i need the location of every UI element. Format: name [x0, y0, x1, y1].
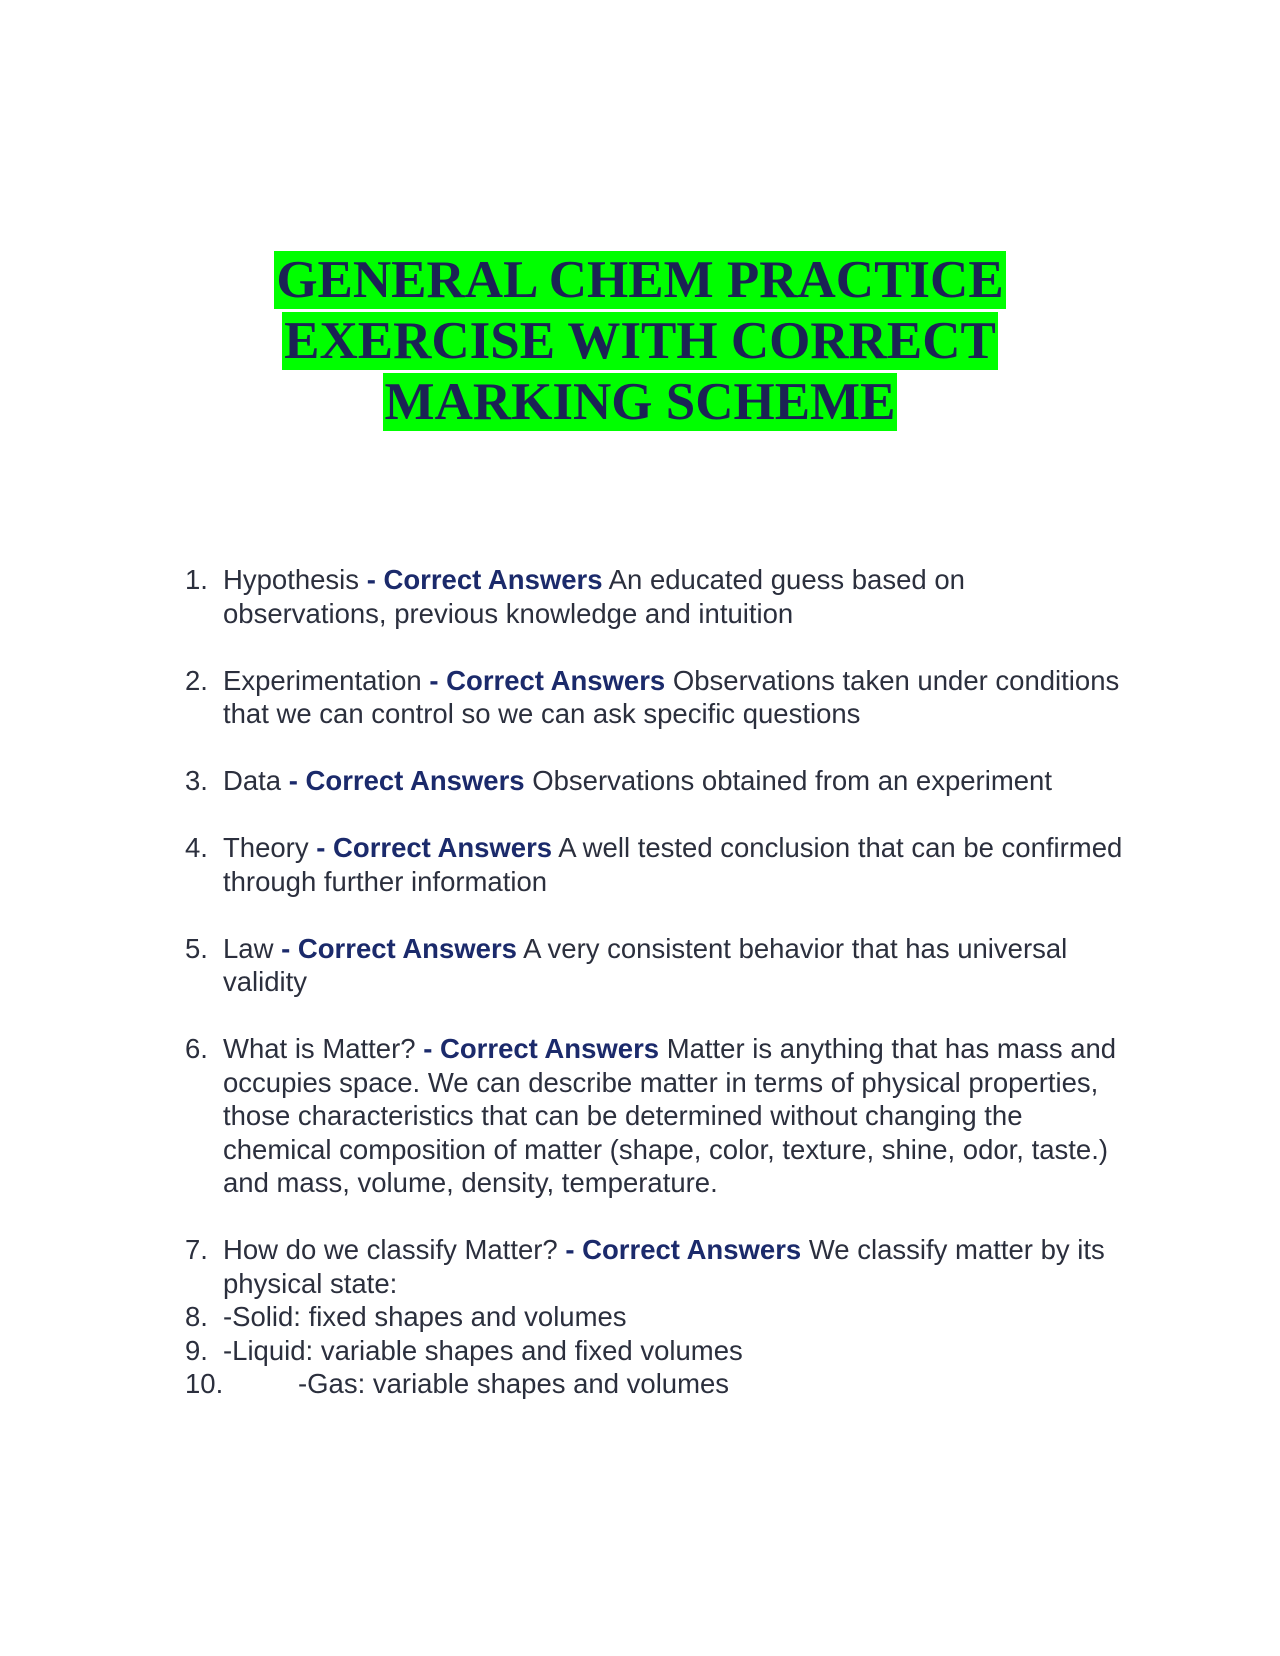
item-number: 2. — [185, 664, 208, 696]
item-number: 6. — [185, 1033, 208, 1064]
title-line-2: EXERCISE WITH CORRECT — [284, 312, 996, 370]
list-item — [185, 1032, 1125, 1200]
item-term: Hypothesis — [223, 564, 367, 595]
item-body — [223, 564, 965, 629]
list-item — [185, 932, 1125, 999]
item-number: 3. — [185, 765, 208, 796]
list-item — [185, 764, 1125, 798]
item-body — [223, 665, 1119, 730]
item-text: -Solid: fixed shapes and volumes — [223, 1301, 627, 1332]
correct-answers-marker: - Correct Answers — [316, 832, 553, 863]
list-item — [185, 563, 1125, 630]
item-body — [223, 832, 1122, 897]
title-line-3: MARKING SCHEME — [384, 373, 896, 431]
item-text: -Liquid: variable shapes and fixed volumes — [223, 1334, 743, 1366]
item-answer: A well tested conclusion that can be confirmed through further information — [223, 832, 1123, 897]
item-number: 9. — [185, 1334, 208, 1366]
item-term: Data — [223, 765, 289, 796]
item-number: 8. — [185, 1301, 208, 1332]
correct-answers-marker: - Correct Answers — [288, 765, 525, 796]
item-body — [223, 765, 1052, 796]
item-term: Law — [223, 932, 282, 964]
correct-answers-marker: - Correct Answers — [366, 564, 603, 595]
title-line-1: GENERAL CHEM PRACTICE — [276, 251, 1004, 309]
item-term: What is Matter? — [223, 1033, 424, 1064]
item-answer: An educated guess based on observations, previous knowledge and intuition — [223, 564, 965, 629]
list-item — [185, 831, 1125, 898]
item-answer: We classify matter by its physical state: — [223, 1234, 1105, 1299]
item-body — [223, 1033, 1116, 1198]
item-term: Experimentation — [223, 664, 430, 696]
item-answer: Matter is anything that has mass and occupies space. We can describe matter in terms of physical properties, those characteristics that can be determined without changing the chemical composition of matter (shape, color, texture, shine, odor, taste.) and mass, volume, density, temperature. — [223, 1033, 1117, 1198]
item-term: Theory — [223, 832, 317, 863]
correct-answers-marker: - Correct Answers — [423, 1033, 660, 1064]
item-text: -Gas: variable shapes and volumes — [298, 1368, 730, 1399]
list-item — [185, 1233, 1125, 1300]
correct-answers-marker: - Correct Answers — [565, 1234, 802, 1265]
item-number: 5. — [185, 932, 208, 964]
list-item — [185, 664, 1125, 731]
list-item — [185, 1300, 1125, 1334]
item-answer: Observations obtained from an experiment — [524, 765, 1052, 796]
document-title — [0, 250, 1280, 433]
item-number: 10. — [185, 1368, 224, 1399]
item-body — [223, 933, 1067, 998]
question-list — [185, 563, 1125, 1401]
item-number: 4. — [185, 832, 208, 863]
correct-answers-marker: - Correct Answers — [281, 932, 517, 964]
item-number: 1. — [185, 564, 208, 595]
item-number: 7. — [185, 1234, 208, 1265]
list-item — [185, 1334, 1125, 1368]
item-body — [223, 1234, 1105, 1299]
item-term: How do we classify Matter? — [223, 1234, 566, 1265]
item-answer: Observations taken under conditions that we can control so we can ask specific questions — [223, 664, 1120, 729]
list-item — [185, 1367, 1125, 1401]
correct-answers-marker: - Correct Answers — [429, 664, 666, 696]
item-answer: A very consistent behavior that has universal validity — [223, 932, 1068, 997]
